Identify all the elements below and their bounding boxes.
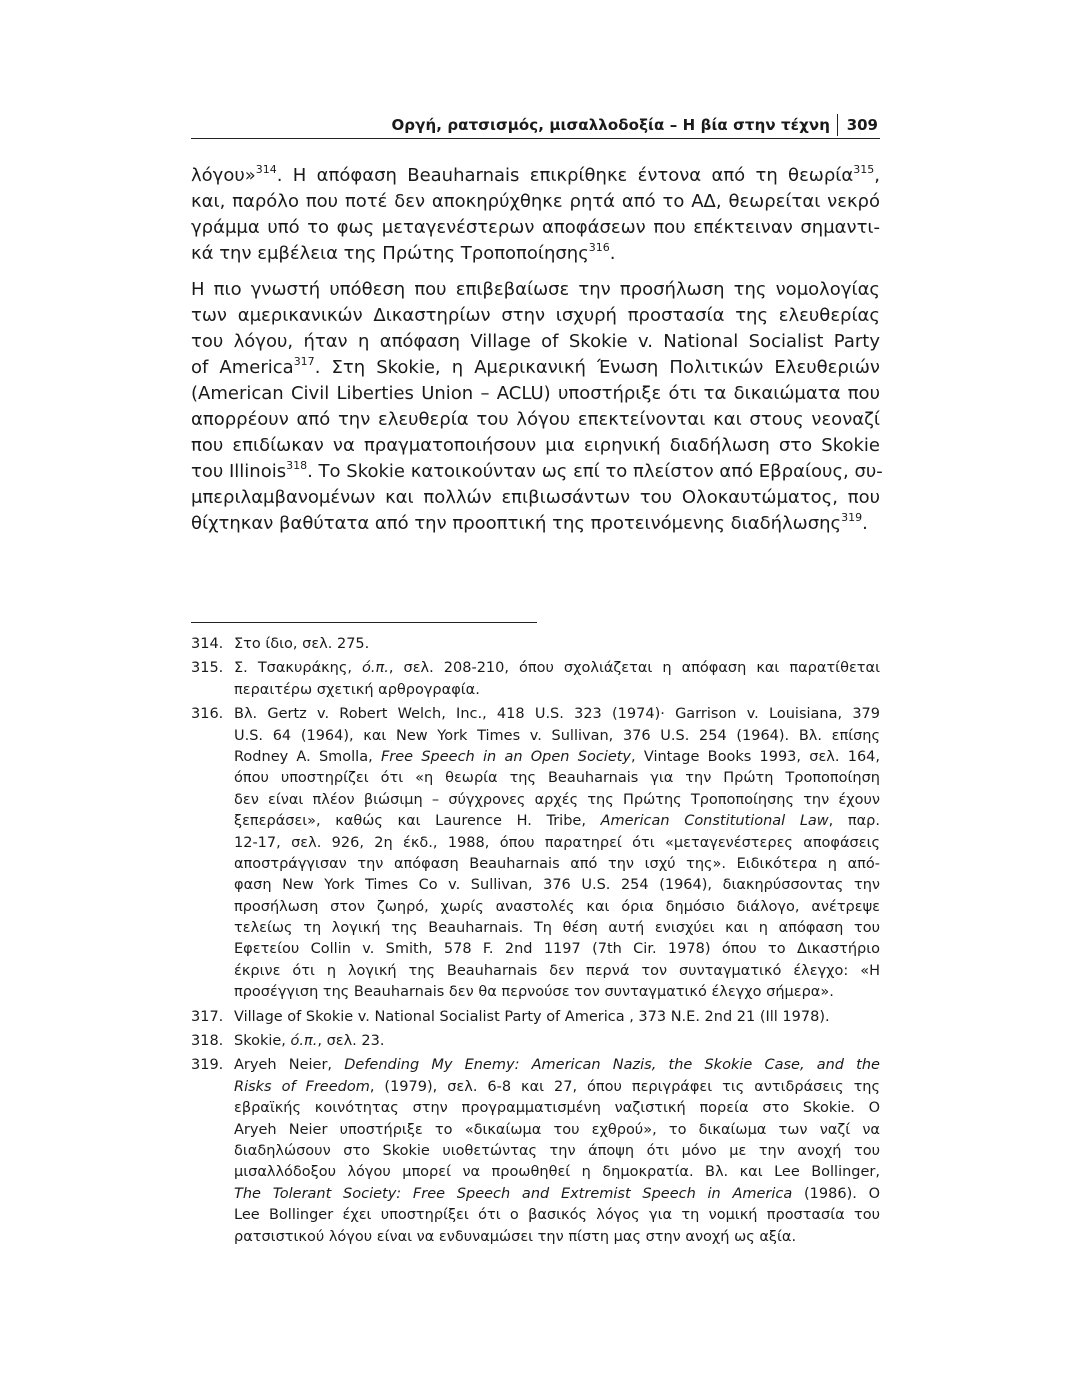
footnote-line: 12-17, σελ. 926, 2η έκδ., 1988, όπου παρατηρεί ότι «μεταγενέστερες αποφάσεις [234, 834, 880, 851]
text-line: (American Civil Liberties Union – ACLU) υποστήριξε ότι τα δικαιώματα που [191, 383, 880, 404]
footnote-line: Village of Skokie v. National Socialist Party of America , 373 N.E. 2nd 21 (Ill 1978). [234, 1008, 830, 1025]
footnote-line: Aryeh Neier, Defending My Enemy: American Nazis, the Skokie Case, and the [234, 1057, 880, 1074]
footnote-line: περαιτέρω σχετική αρθρογραφία. [234, 681, 480, 698]
footnote-line: εβραϊκής κοινότητας στην προγραμματισμένη ναζιστική πορεία στο Skokie. Ο [234, 1100, 880, 1117]
text-line: απορρέουν από την ελευθερία του λόγου επεκτείνονται και στους νεοναζί [191, 409, 880, 430]
footnote-line: U.S. 64 (1964), και New York Times v. Sullivan, 376 U.S. 254 (1964). Βλ. επίσης [234, 727, 880, 744]
footnote [191, 1007, 880, 1028]
footnote-line: Risks of Freedom, (1979), σελ. 6-8 και 27, όπου περιγράφει τις αντιδράσεις της [234, 1078, 880, 1095]
text-line: και, παρόλο που ποτέ δεν αποκηρύχθηκε ρητά από το ΑΔ, θεωρείται νεκρό [191, 191, 880, 212]
running-header [191, 114, 880, 139]
footnote-line: έκρινε ότι η λογική της Beauharnais δεν περνά τον συνταγματικό έλεγχο: «Η [234, 962, 880, 979]
footnote-number: 314. [191, 636, 224, 652]
footnote-text [234, 658, 880, 701]
text-line: που επιδίωκαν να πραγματοποιήσουν μια ειρηνική διαδήλωση στο Skokie [191, 435, 880, 456]
footnote-number: 315. [191, 660, 224, 677]
text-line: θίχτηκαν βαθύτατα από την προοπτική της προτεινόμενης διαδήλωσης$^{319}$. [191, 511, 868, 534]
footnote [191, 704, 880, 1003]
footnote-line: φαση New York Times Co v. Sullivan, 376 U.S. 254 (1964), διακηρύσσοντας την [234, 877, 880, 894]
footnote-line: Εφετείου Collin v. Smith, 578 F. 2nd 1197 (7th Cir. 1978) όπου το Δικαστήριο [234, 941, 880, 958]
footnote-line: τελείως τη λογική της Beauharnais. Τη θέση αυτή ενισχύει και η απόφαση του [234, 920, 880, 937]
footnote-text [234, 704, 880, 1003]
footnote [191, 634, 880, 655]
paragraph-2 [191, 277, 883, 537]
page-number: 309 [846, 116, 878, 134]
footnote-line: The Tolerant Society: Free Speech and Extremist Speech in America (1986). Ο [234, 1185, 880, 1202]
footnote-line: Aryeh Neier υποστήριξε το «δικαίωμα του εχθρού», το δικαίωμα των ναζί να [234, 1121, 880, 1138]
text-line: γράμμα υπό το φως μεταγενέστερων αποφάσεων που επέκτειναν σημαντι- [191, 217, 880, 238]
header-separator [837, 114, 838, 136]
footnote-line: Βλ. Gertz v. Robert Welch, Inc., 418 U.S. 323 (1974)· Garrison v. Louisiana, 379 [234, 706, 880, 723]
footnote-line: Skokie, ό.π., σελ. 23. [234, 1033, 385, 1050]
footnote-line: όπου υποστηρίζει ότι «η θεωρία της Beauharnais για την Πρώτη Τροποποίηση [234, 770, 880, 787]
footnote-rule [191, 622, 537, 623]
footnote-number: 316. [191, 706, 224, 723]
text-line: των αμερικανικών Δικαστηρίων στην ισχυρή προστασία της ελευθερίας [191, 305, 880, 326]
footnote-text [234, 1055, 880, 1248]
footnote-number: 318. [191, 1033, 224, 1050]
footnote-line: μισαλλόδοξου λόγου μπορεί να προωθηθεί η δημοκρατία. Βλ. και Lee Bollinger, [234, 1164, 880, 1181]
paragraph-1 [191, 163, 880, 267]
text-line: του Illinois$^{318}$. Το Skokie κατοικούνταν ως επί το πλείστον από Εβραίους, συ- [191, 459, 883, 482]
footnote-line: δεν είναι πλέον βιώσιμη – σύγχρονες αρχές της Πρώτης Τροποποίησης την έχουν [234, 791, 880, 808]
footnote-text [234, 1031, 880, 1052]
text-line: του λόγου, ήταν η απόφαση Village of Skokie v. National Socialist Party [191, 331, 880, 352]
footnote [191, 658, 880, 701]
footnote [191, 1055, 880, 1248]
text-line: Η πιο γνωστή υπόθεση που επιβεβαίωσε την προσήλωση της νομολογίας [191, 279, 880, 300]
footnote-line: Σ. Τσακυράκης, ό.π., σελ. 208-210, όπου σχολιάζεται η απόφαση και παρατίθεται [234, 660, 880, 677]
footnote-line: προσέγγιση της Beauharnais δεν θα περνούσε τον συνταγματικό έλεγχο σήμερα». [234, 984, 834, 1001]
footnotes [191, 634, 880, 1251]
footnote-text [234, 634, 880, 655]
footnote-line: διαδηλώσουν στο Skokie υιοθετώντας την άποψη ότι μόνο με την ανοχή του [234, 1143, 880, 1160]
footnote-line: Στο ίδιο, σελ. 275. [234, 636, 370, 652]
footnote-line: ρατσιστικού λόγου είναι να ενδυναμώσει την πίστη μας στην ανοχή ως αξία. [234, 1228, 797, 1245]
footnote-text [234, 1007, 880, 1028]
running-header-title: Οργή, ρατσισμός, μισαλλοδοξία – Η βία στην τέχνη [391, 116, 830, 134]
text-line: μπεριλαμβανομένων και πολλών επιβιωσάντων του Ολοκαυτώματος, που [191, 487, 880, 508]
footnote [191, 1031, 880, 1052]
footnote-number: 317. [191, 1008, 224, 1025]
footnote-line: Rodney A. Smolla, Free Speech in an Open Society, Vintage Books 1993, σελ. 164, [234, 748, 881, 765]
text-line: κά την εμβέλεια της Πρώτης Τροποποίησης$^{316}$. [191, 241, 616, 264]
footnote-number: 319. [191, 1057, 224, 1074]
footnote-line: Lee Bollinger έχει υποστηρίξει ότι ο βασικός λόγος για τη νομική προστασία του [234, 1207, 880, 1224]
main-text [191, 163, 883, 537]
footnote-line: αποστράγγισαν την απόφαση Beauharnais από την ισχύ της». Ειδικότερα η από- [234, 855, 880, 872]
text-line: λόγου»$^{314}$. Η απόφαση Beauharnais επικρίθηκε έντονα από τη θεωρία$^{315}$, [191, 163, 880, 186]
footnote-line: ξεπεράσει», καθώς και Laurence H. Tribe, American Constitutional Law, παρ. [234, 813, 880, 830]
footnote-line: προσήλωση στον ζωηρό, χωρίς αναστολές και όρια δημόσιο διάλογο, ανέτρεψε [234, 898, 880, 915]
text-line: of America$^{317}$. Στη Skokie, η Αμερικανική Ένωση Πολιτικών Ελευθεριών [191, 355, 880, 378]
